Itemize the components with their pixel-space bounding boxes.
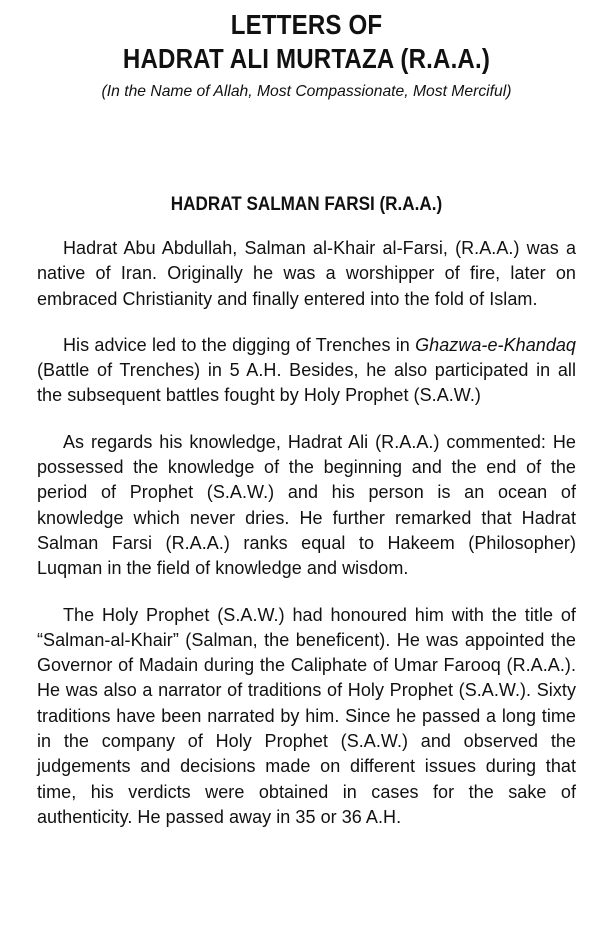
- paragraph-2-italic: Ghazwa-e-Khandaq: [415, 334, 576, 355]
- paragraph-3: As regards his knowledge, Hadrat Ali (R.A.A.) commented: He possessed the knowledge of the beginning and the end of the period of Prophet (S.A.W.) and his person is an ocean of knowledge which never dries. He further remarked that Hadrat Salman Farsi (R.A.A.) ranks equal to Hakeem (Philosopher) Luqman in the field of knowledge and wisdom.: [37, 431, 576, 579]
- title-line-2: HADRAT ALI MURTAZA (R.A.A.): [122, 43, 491, 74]
- paragraph-2-text-b: (Battle of Trenches) in 5 A.H. Besides, he also participated in all the subsequent battles fought by Holy Prophet (S.A.W.): [37, 360, 576, 406]
- paragraph-1: Hadrat Abu Abdullah, Salman al-Khair al-Farsi, (R.A.A.) was a native of Iran. Originally he was a worshipper of fire, later on embraced Christianity and finally entered into the fold of Islam.: [37, 238, 576, 309]
- paragraph-2: [37, 333, 576, 409]
- paragraph-2-text-a: His advice led to the digging of Trenches in: [63, 334, 416, 355]
- paragraph-4: The Holy Prophet (S.A.W.) had honoured him with the title of “Salman-al-Khair” (Salman, the beneficent). He was appointed the Governor of Madain during the Caliphate of Umar Farooq (R.A.A.). He was also a narrator of traditions of Holy Prophet (S.A.W.). Sixty traditions have been narrated by him. Since he passed a long time in the company of Holy Prophet (S.A.W.) and observed the judgements and decisions made on different issues during that time, his verdicts were obtained in cases for the sake of authenticity. He passed away in 35 or 36 A.H.: [37, 604, 576, 827]
- section-heading: HADRAT SALMAN FARSI (R.A.A.): [170, 194, 443, 215]
- title-line-1: LETTERS OF: [230, 9, 383, 40]
- page-subtitle: (In the Name of Allah, Most Compassionate, Most Merciful): [101, 83, 512, 100]
- page-title: [75, 8, 539, 76]
- body-text: [37, 236, 576, 830]
